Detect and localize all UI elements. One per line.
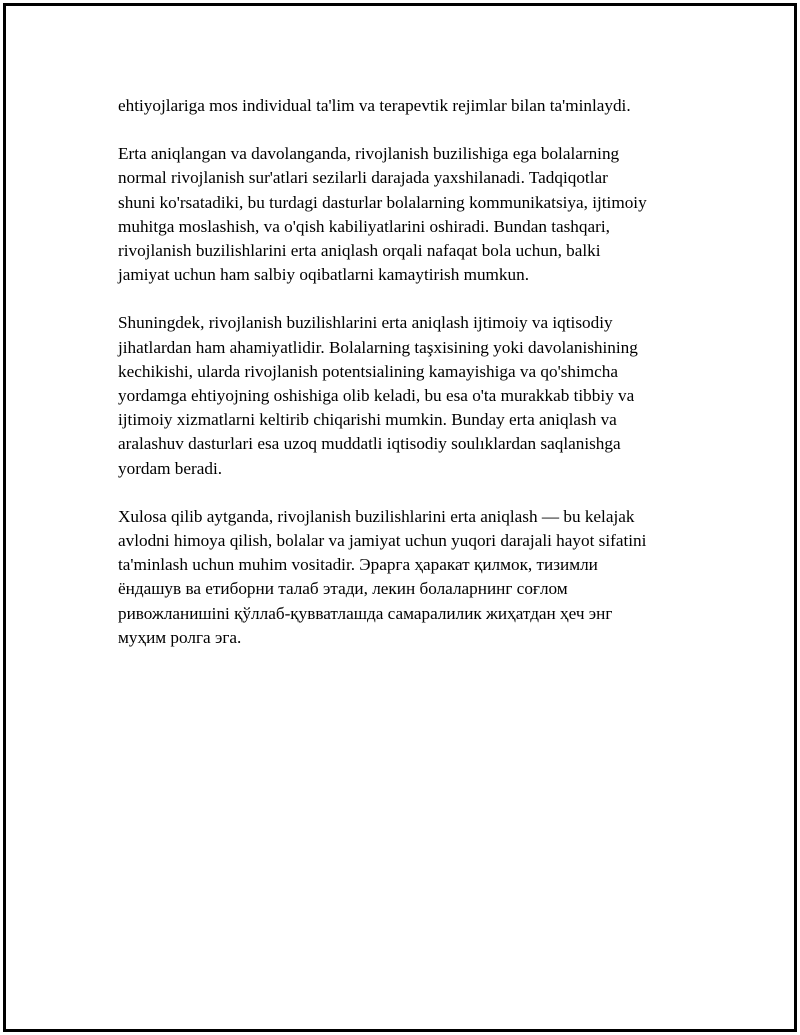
text-line: yordam beradi. [118,458,223,478]
text-line: Xulosa qilib aytganda, rivojlanish buzilishlarini erta aniqlash — bu kelajak [118,506,635,526]
document-body [118,94,678,650]
text-line: jihatlardan ham ahamiyatlidir. Bolalarning taşxisining yoki davolanishining [118,337,638,357]
text-line: jamiyat uchun ham salbiy oqibatlarni kamaytirish mumkun. [118,265,529,285]
paragraph-4 [118,505,678,650]
text-line: avlodni himoya qilish, bolalar va jamiyat uchun yuqori darajali hayot sifatini [118,531,647,551]
text-line: Shuningdek, rivojlanish buzilishlarini erta aniqlash ijtimoiy va iqtisodiy [118,313,613,333]
text-line: rivojlanish buzilishlarini erta aniqlash orqali nafaqat bola uchun, balki [118,241,601,261]
text-line: ijtimoiy xizmatlarni keltirib chiqarishi mumkin. Bunday erta aniqlash va [118,410,617,430]
text-line: aralashuv dasturlari esa uzoq muddatli iqtisodiy soulıklardan saqlanishga [118,434,621,454]
text-line: ehtiyojlariga mos individual ta'lim va terapevtik rejimlar bilan ta'minlaydi. [118,96,631,115]
paragraph-1 [118,94,678,118]
text-line: yordamga ehtiyojning oshishiga olib keladi, bu esa o'ta murakkab tibbiy va [118,386,635,406]
paragraph-3 [118,311,678,480]
text-line: муҳим ролга эга. [118,627,242,647]
text-line: normal rivojlanish sur'atlari sezilarli darajada yaxshilanadi. Tadqiqotlar [118,168,608,188]
text-line: muhitga moslashish, va o'qish kabiliyatlarini oshiradi. Bundan tashqari, [118,216,610,236]
text-line: ta'minlash uchun muhim vositadir. Эрарга ҳаракат қилмок, тизимли [118,555,598,575]
text-line: ривожланишini қўллаб-қувватлашда самаралилик жиҳатдан ҳеч энг [118,603,613,623]
text-line: Erta aniqlangan va davolanganda, rivojlanish buzilishiga ega bolalarning [118,144,620,164]
text-line: ёндашув ва етиборни талаб этади, лекин болаларнинг соғлом [118,579,568,599]
text-line: kechikishi, ularda rivojlanish potentsialining kamayishiga va qo'shimcha [118,361,618,381]
text-line: shuni ko'rsatadiki, bu turdagi dasturlar bolalarning kommunikatsiya, ijtimoiy [118,192,647,212]
paragraph-2 [118,142,678,287]
